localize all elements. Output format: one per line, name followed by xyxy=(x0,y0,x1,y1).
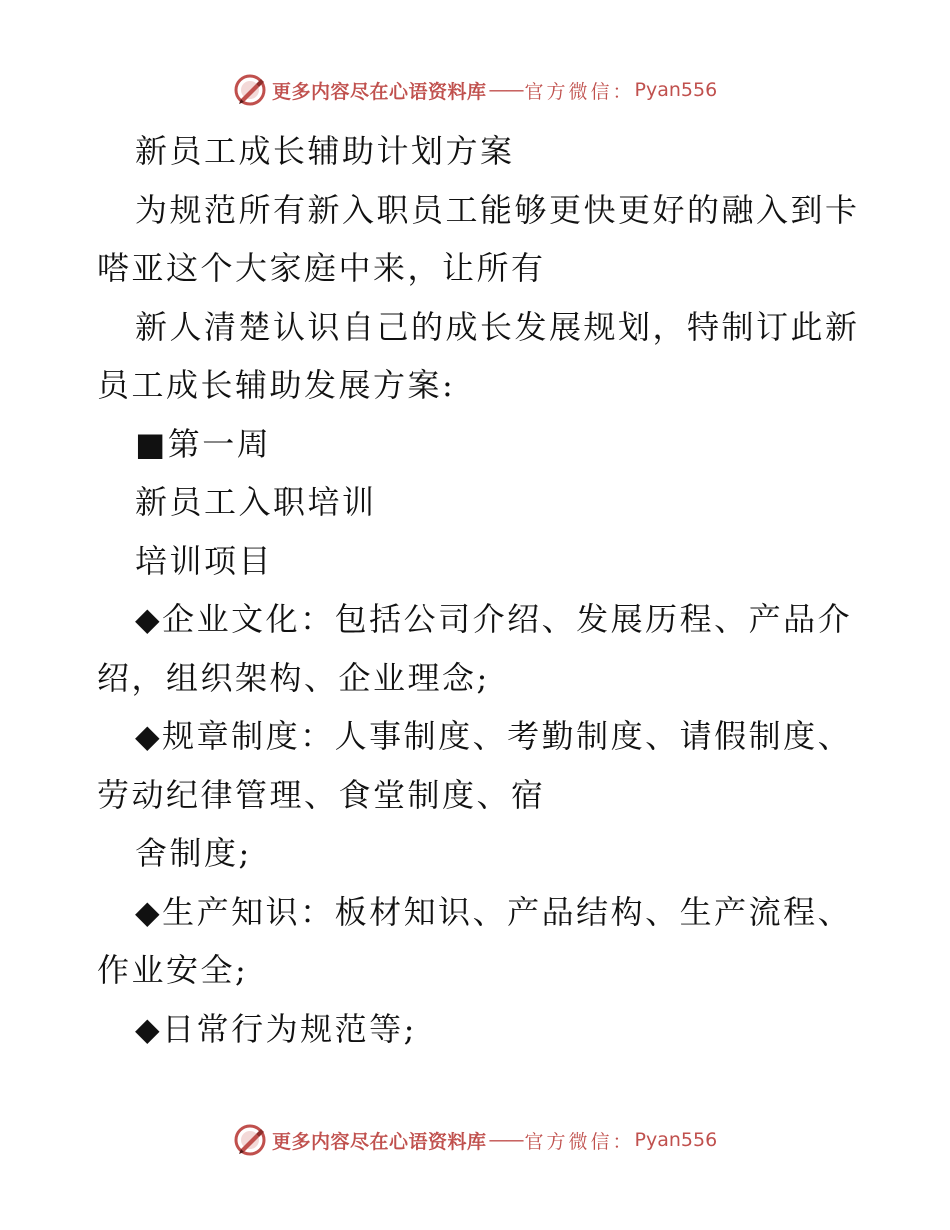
header-watermark xyxy=(232,72,717,108)
doc-title: 新员工成长辅助计划方案 xyxy=(135,132,515,170)
doc-line: 员工成长辅助发展方案: xyxy=(97,366,456,404)
doc-line: 培训项目 xyxy=(135,541,274,580)
doc-line: 作业安全; xyxy=(97,951,249,989)
watermark-wechat-id: Pyan556 xyxy=(634,79,718,101)
watermark-title: 更多内容尽在心语资料库 xyxy=(272,80,487,103)
bullet-item: ◆生产知识：板材知识、产品结构、生产流程、 xyxy=(135,892,853,931)
watermark-dash: —— xyxy=(488,79,523,101)
doc-line: 新员工入职培训 xyxy=(135,483,377,521)
doc-line: 新人清楚认识自己的成长发展规划，特制订此新 xyxy=(135,307,860,346)
footer-watermark xyxy=(232,1122,717,1158)
pen-logo-icon xyxy=(232,72,268,108)
watermark-title: 更多内容尽在心语资料库 xyxy=(272,1130,487,1153)
doc-line: 劳动纪律管理、食堂制度、宿 xyxy=(97,775,546,814)
bullet-item: ◆规章制度：人事制度、考勤制度、请假制度、 xyxy=(135,717,853,755)
document-body xyxy=(97,122,860,1058)
doc-line: 绍，组织架构、企业理念; xyxy=(97,658,490,697)
watermark-official-label: 官方微信： xyxy=(524,80,635,103)
bullet-item: ◆日常行为规范等; xyxy=(135,1009,417,1048)
doc-line: 为规范所有新入职员工能够更快更好的融入到卡 xyxy=(135,190,860,229)
doc-line: 嗒亚这个大家庭中来，让所有 xyxy=(97,249,546,287)
watermark-wechat-id: Pyan556 xyxy=(634,1129,718,1151)
doc-line: 舍制度; xyxy=(135,834,252,872)
section-heading: ■第一周 xyxy=(135,424,272,463)
bullet-item: ◆企业文化：包括公司介绍、发展历程、产品介 xyxy=(135,600,853,638)
pen-logo-icon xyxy=(232,1122,268,1158)
watermark-official-label: 官方微信： xyxy=(524,1130,635,1153)
watermark-dash: —— xyxy=(488,1129,523,1151)
